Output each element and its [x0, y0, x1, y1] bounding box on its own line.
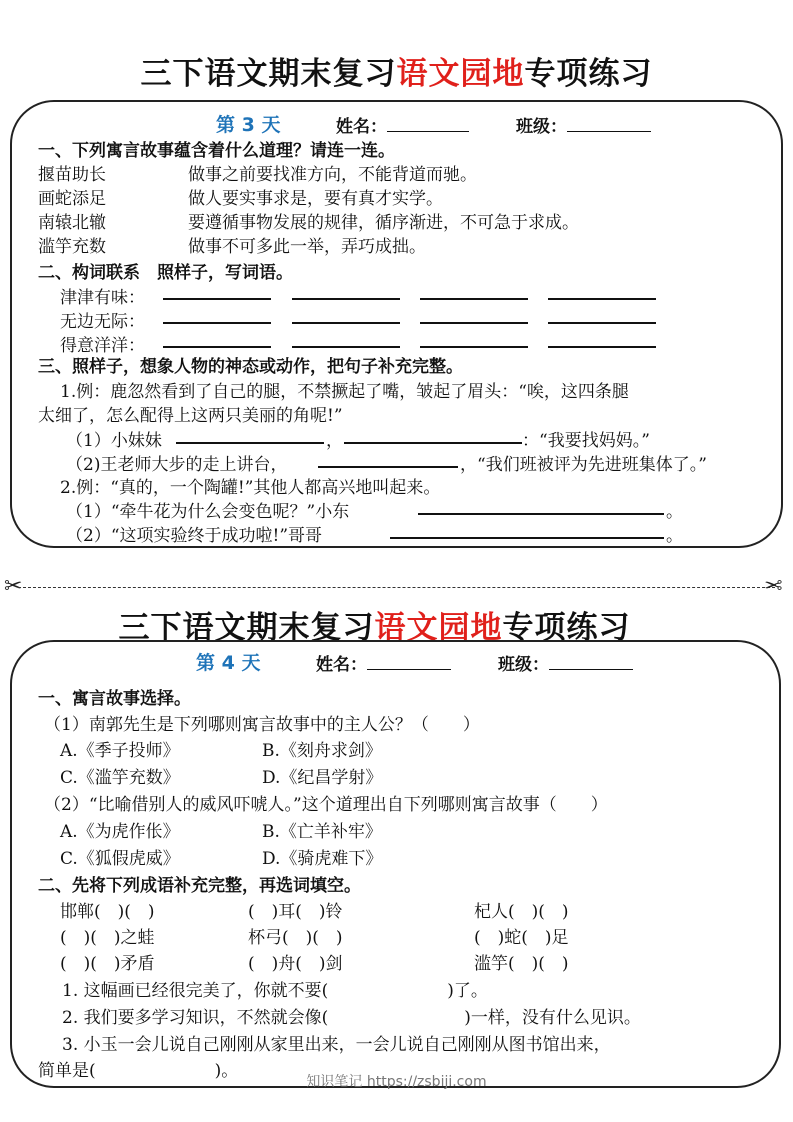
idiom-item[interactable]: 画蛇添足	[38, 189, 106, 209]
title-highlight: 语文园地	[374, 610, 503, 646]
name-blank[interactable]	[387, 115, 469, 132]
moral-item[interactable]: 要遵循事物发展的规律，循序渐进，不可急于求成。	[188, 213, 579, 233]
section-heading: 二、先将下列成语补充完整，再选词填空。	[38, 876, 361, 896]
word-blank[interactable]	[292, 322, 400, 324]
name-field[interactable]	[336, 112, 469, 137]
moral-item[interactable]: 做人要实事求是，要有真才实学。	[188, 189, 443, 209]
option-item[interactable]: B.《刻舟求剑》	[262, 741, 382, 761]
title-part: 专项练习	[502, 610, 631, 646]
word-blank[interactable]	[420, 298, 528, 300]
day-label: 第 3 天	[216, 114, 281, 136]
option-item[interactable]: B.《亡羊补牢》	[262, 822, 382, 842]
fill-sentence[interactable]: 简单是( )。	[38, 1061, 239, 1081]
name-blank[interactable]	[367, 653, 451, 670]
section-heading: 一、下列寓言故事蕴含着什么道理？请连一连。	[38, 141, 395, 161]
question-text: （2）“比喻借别人的威风吓唬人。”这个道理出自下列哪则寓言故事（ ）	[44, 795, 608, 815]
answer-blank[interactable]	[418, 513, 664, 515]
idiom-item[interactable]: 揠苗助长	[38, 165, 106, 185]
class-label: 班级：	[516, 117, 567, 137]
moral-item[interactable]: 做事之前要找准方向，不能背道而驰。	[188, 165, 477, 185]
example-text: 1.例：鹿忽然看到了自己的腿，不禁撅起了嘴，皱起了眉头：“唉，这四条腿	[60, 382, 629, 402]
class-label: 班级：	[498, 655, 549, 675]
option-item[interactable]: C.《滥竽充数》	[60, 768, 180, 788]
word-blank[interactable]	[548, 298, 656, 300]
word-blank[interactable]	[163, 322, 271, 324]
question-text: ，	[326, 431, 343, 451]
idiom-blank[interactable]: ( )( )矛盾	[60, 954, 155, 974]
section-heading: 三、照样子，想象人物的神态或动作，把句子补充完整。	[38, 357, 463, 377]
idiom-blank[interactable]: ( )舟( )剑	[248, 954, 343, 974]
fill-sentence[interactable]: 2. 我们要多学习知识，不然就会像( )一样，没有什么见识。	[62, 1008, 641, 1028]
question-text: ，“我们班被评为先进班集体了。”	[460, 455, 707, 475]
question-text: （1）“牵牛花为什么会变色呢？”小东	[66, 502, 350, 522]
word-blank[interactable]	[163, 298, 271, 300]
question-text: （2)王老师大步的走上讲台，	[66, 455, 288, 475]
title-part: 专项练习	[524, 56, 653, 92]
answer-blank[interactable]	[176, 442, 324, 444]
cut-line	[18, 587, 775, 588]
option-item[interactable]: A.《季子投师》	[60, 741, 180, 761]
option-item[interactable]: A.《为虎作伥》	[60, 822, 180, 842]
question-text: 。	[666, 526, 683, 546]
word-blank[interactable]	[292, 298, 400, 300]
answer-blank[interactable]	[344, 442, 522, 444]
question-text: （1）南郭先生是下列哪则寓言故事中的主人公？（ ）	[44, 715, 480, 735]
fill-sentence[interactable]: 3. 小玉一会儿说自己刚刚从家里出来，一会儿说自己刚刚从图书馆出来，	[62, 1035, 611, 1055]
class-field[interactable]	[498, 650, 633, 675]
word-blank[interactable]	[548, 322, 656, 324]
word-blank[interactable]	[420, 322, 528, 324]
title-part: 三下语文期末复习	[140, 56, 397, 92]
scissors-icon: ✂	[764, 574, 783, 599]
question-text: （2）“这项实验终于成功啦!”哥哥	[66, 526, 323, 546]
word-blank[interactable]	[163, 346, 271, 348]
moral-item[interactable]: 做事不可多此一举，弄巧成拙。	[188, 237, 426, 257]
idiom-item[interactable]: 滥竽充数	[38, 237, 106, 257]
example-text: 太细了，怎么配得上这两只美丽的角呢!”	[38, 406, 343, 426]
day-label: 第 4 天	[196, 652, 261, 674]
idiom-blank[interactable]: 滥竽( )( )	[474, 954, 569, 974]
name-field[interactable]	[316, 650, 451, 675]
word-blank[interactable]	[548, 346, 656, 348]
idiom-item[interactable]: 南辕北辙	[38, 213, 106, 233]
title-highlight: 语文园地	[396, 56, 525, 92]
answer-blank[interactable]	[390, 537, 664, 539]
class-blank[interactable]	[567, 115, 651, 132]
bottom-header-row	[196, 648, 260, 675]
question-text: ：“我要找妈妈。”	[522, 431, 650, 451]
class-blank[interactable]	[549, 653, 633, 670]
idiom-blank[interactable]: 杯弓( )( )	[248, 928, 343, 948]
word-prompt: 得意洋洋：	[60, 336, 145, 356]
option-item[interactable]: D.《纪昌学射》	[262, 768, 383, 788]
name-label: 姓名：	[336, 117, 387, 137]
word-blank[interactable]	[420, 346, 528, 348]
top-page-title	[0, 48, 793, 93]
title-part: 三下语文期末复习	[118, 610, 375, 646]
example-text: 2.例：“真的，一个陶罐!”其他人都高兴地叫起来。	[60, 478, 441, 498]
section-heading: 二、构词联系 照样子，写词语。	[38, 263, 293, 283]
section-heading: 一、寓言故事选择。	[38, 689, 191, 709]
name-label: 姓名：	[316, 655, 367, 675]
scissors-icon: ✂	[4, 574, 23, 599]
idiom-blank[interactable]: 邯郸( )( )	[60, 902, 155, 922]
class-field[interactable]	[516, 112, 651, 137]
idiom-blank[interactable]: 杞人( )( )	[474, 902, 569, 922]
answer-blank[interactable]	[318, 466, 458, 468]
fill-sentence[interactable]: 1. 这幅画已经很完美了，你就不要( )了。	[62, 981, 488, 1001]
word-prompt: 无边无际：	[60, 312, 145, 332]
watermark: 知识笔记 https://zsbiji.com	[306, 1074, 487, 1090]
idiom-blank[interactable]: ( )耳( )铃	[248, 902, 343, 922]
question-text: （1）小妹妹	[66, 431, 162, 451]
word-blank[interactable]	[292, 346, 400, 348]
idiom-blank[interactable]: ( )( )之蛙	[60, 928, 155, 948]
top-header-row	[216, 110, 280, 137]
word-prompt: 津津有味：	[60, 288, 145, 308]
question-text: 。	[666, 502, 683, 522]
option-item[interactable]: C.《狐假虎威》	[60, 849, 180, 869]
option-item[interactable]: D.《骑虎难下》	[262, 849, 383, 869]
idiom-blank[interactable]: ( )蛇( )足	[474, 928, 569, 948]
